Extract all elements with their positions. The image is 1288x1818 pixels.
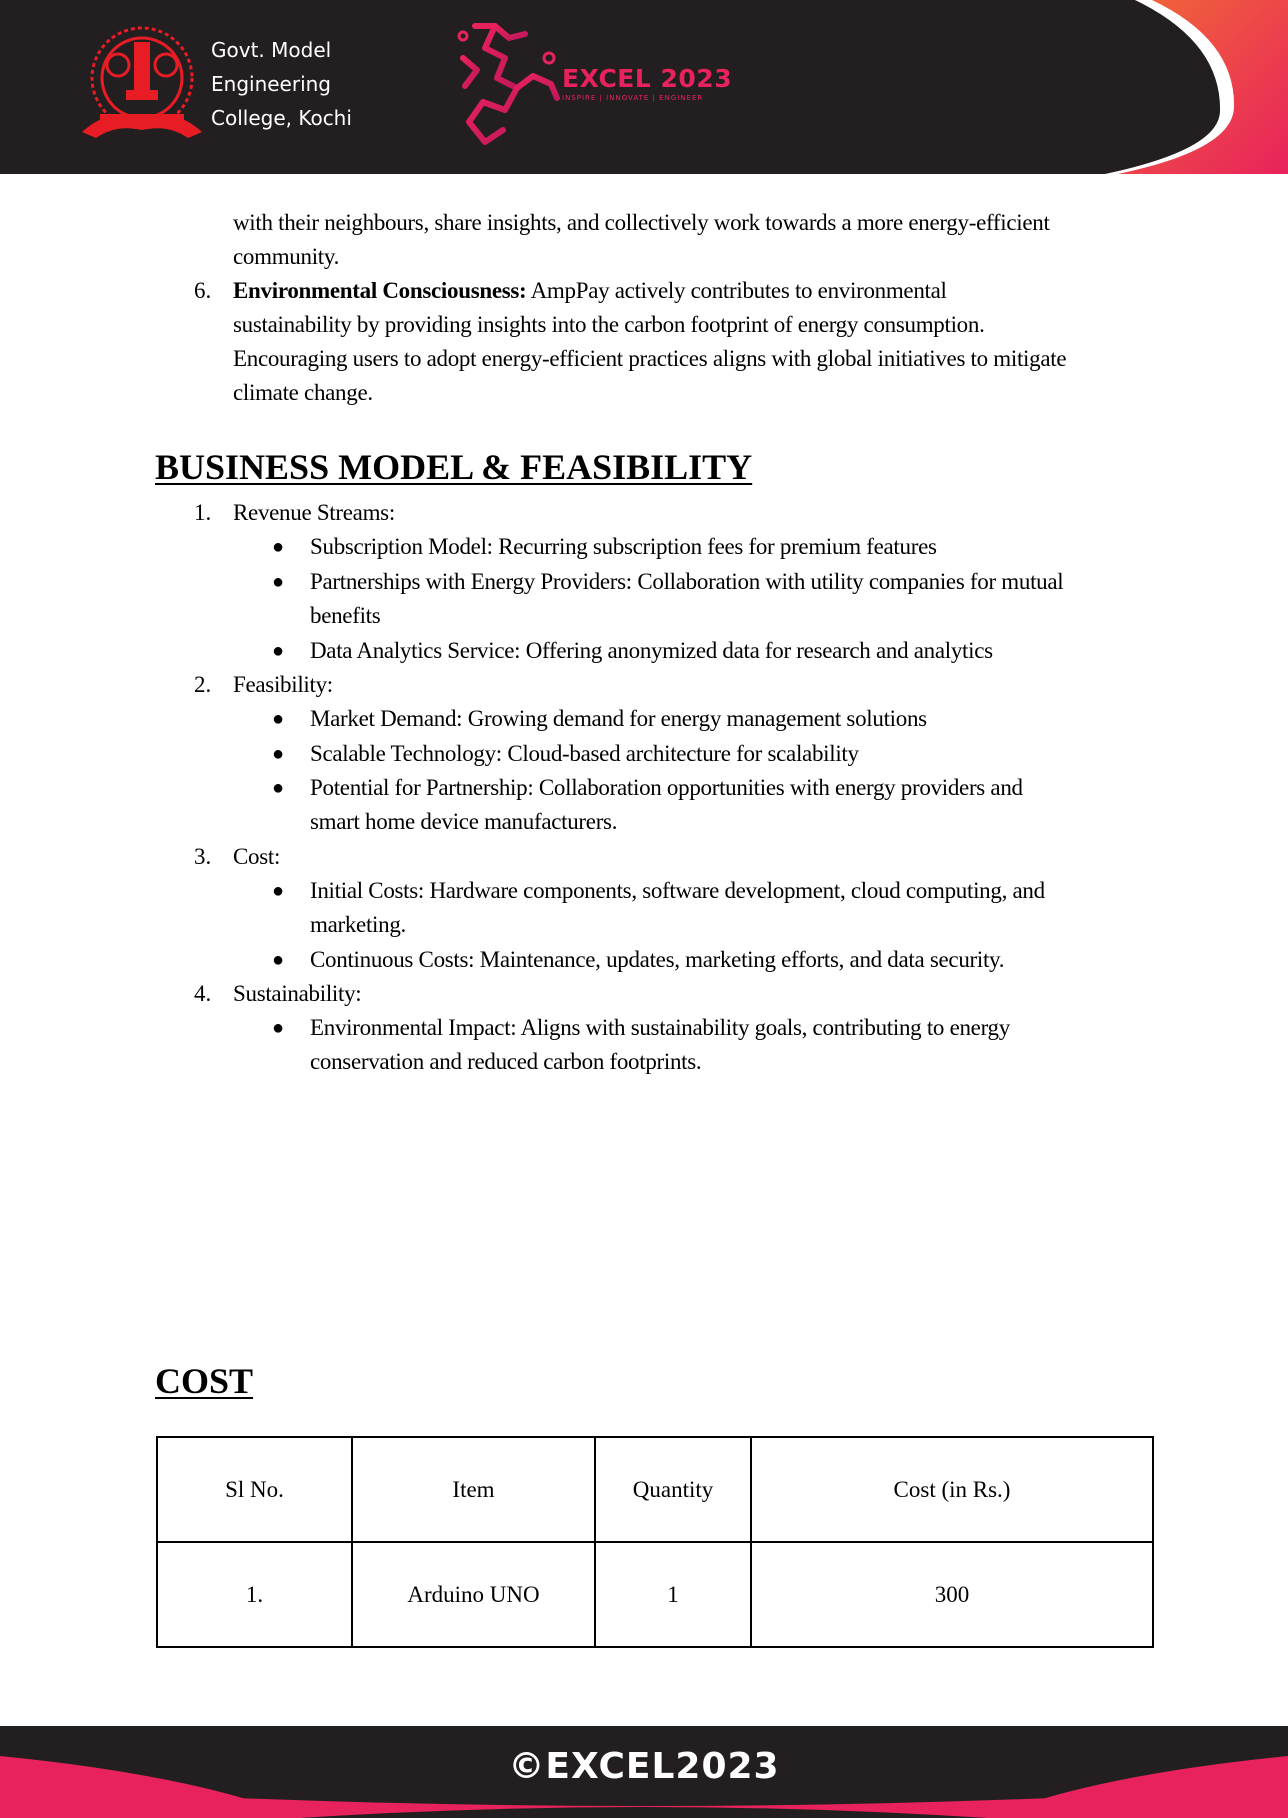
bullet-text: Partnerships with Energy Providers: Collaboration with utility companies for mutual — [310, 569, 1064, 594]
section-heading: COST — [155, 1361, 254, 1401]
bullet-text: Potential for Partnership: Collaboration opportunities with energy providers and — [310, 775, 1023, 800]
table-header-cell: Sl No. — [157, 1437, 352, 1542]
table-header-cell: Item — [352, 1437, 595, 1542]
table-cell: 1 — [595, 1542, 751, 1647]
paragraph-line: sustainability by providing insights into the carbon footprint of energy consumption. — [233, 312, 985, 337]
paragraph-line: Encouraging users to adopt energy-efficient practices aligns with global initiatives to mitigate — [233, 346, 1067, 371]
bullet-icon: ● — [272, 708, 285, 730]
bullet-text: Continuous Costs: Maintenance, updates, marketing efforts, and data security. — [310, 947, 1005, 972]
event-tagline: INSPIRE | INNOVATE | ENGINEER — [562, 94, 704, 102]
paragraph-line: climate change. — [233, 380, 373, 405]
bullet-text: Market Demand: Growing demand for energy management solutions — [310, 706, 927, 731]
table-cell: 300 — [751, 1542, 1153, 1647]
table-header-cell: Cost (in Rs.) — [751, 1437, 1153, 1542]
list-number: 1. — [194, 500, 212, 525]
college-name-line: Govt. Model — [211, 38, 332, 62]
list-item-title: Cost: — [233, 844, 281, 869]
bullet-text: Subscription Model: Recurring subscription fees for premium features — [310, 534, 937, 559]
table-header-cell: Quantity — [595, 1437, 751, 1542]
list-item-bold-label: Environmental Consciousness: — [233, 278, 527, 303]
bullet-text: conservation and reduced carbon footprints. — [310, 1049, 702, 1074]
table-cell: Arduino UNO — [352, 1542, 595, 1647]
table-cell: 1. — [157, 1542, 352, 1647]
bullet-text: Data Analytics Service: Offering anonymized data for research and analytics — [310, 638, 993, 663]
list-number: 3. — [194, 844, 212, 869]
list-item-title: Sustainability: — [233, 981, 362, 1006]
bullet-text: Environmental Impact: Aligns with sustainability goals, contributing to energy — [310, 1015, 1010, 1040]
paragraph-line: with their neighbours, share insights, and collectively work towards a more energy-efficient — [233, 210, 1050, 235]
list-item-text: AmpPay actively contributes to environmental — [526, 278, 947, 303]
bullet-icon: ● — [272, 536, 285, 558]
cost-table — [156, 1436, 1154, 1648]
event-title: EXCEL 2023 — [562, 64, 733, 93]
college-name-line: Engineering — [211, 72, 331, 96]
list-number: 2. — [194, 672, 212, 697]
bullet-icon: ● — [272, 640, 285, 662]
list-item-title: Feasibility: — [233, 672, 333, 697]
bullet-text: Initial Costs: Hardware components, software development, cloud computing, and — [310, 878, 1045, 903]
bullet-text: smart home device manufacturers. — [310, 809, 618, 834]
bullet-icon: ● — [272, 743, 285, 765]
page-footer — [0, 1726, 1288, 1818]
bullet-text: Scalable Technology: Cloud-based architecture for scalability — [310, 741, 859, 766]
bullet-text: marketing. — [310, 912, 406, 937]
section-heading: BUSINESS MODEL & FEASIBILITY — [155, 447, 753, 487]
list-item — [233, 274, 947, 308]
college-name — [211, 33, 352, 135]
bullet-text: benefits — [310, 603, 381, 628]
paragraph-line: community. — [233, 244, 340, 269]
bullet-icon: ● — [272, 571, 285, 593]
list-number: 6. — [194, 278, 212, 303]
page-header — [0, 0, 1288, 174]
footer-copyright: ©EXCEL2023 — [508, 1746, 780, 1787]
table-header-row — [157, 1437, 1153, 1542]
college-emblem-logo — [78, 20, 206, 150]
excel-dragon-logo — [455, 18, 565, 153]
bullet-icon: ● — [272, 880, 285, 902]
list-item-title: Revenue Streams: — [233, 500, 395, 525]
bullet-icon: ● — [272, 949, 285, 971]
bullet-icon: ● — [272, 777, 285, 799]
list-number: 4. — [194, 981, 212, 1006]
bullet-icon: ● — [272, 1017, 285, 1039]
table-row — [157, 1542, 1153, 1647]
college-name-line: College, Kochi — [211, 106, 352, 130]
